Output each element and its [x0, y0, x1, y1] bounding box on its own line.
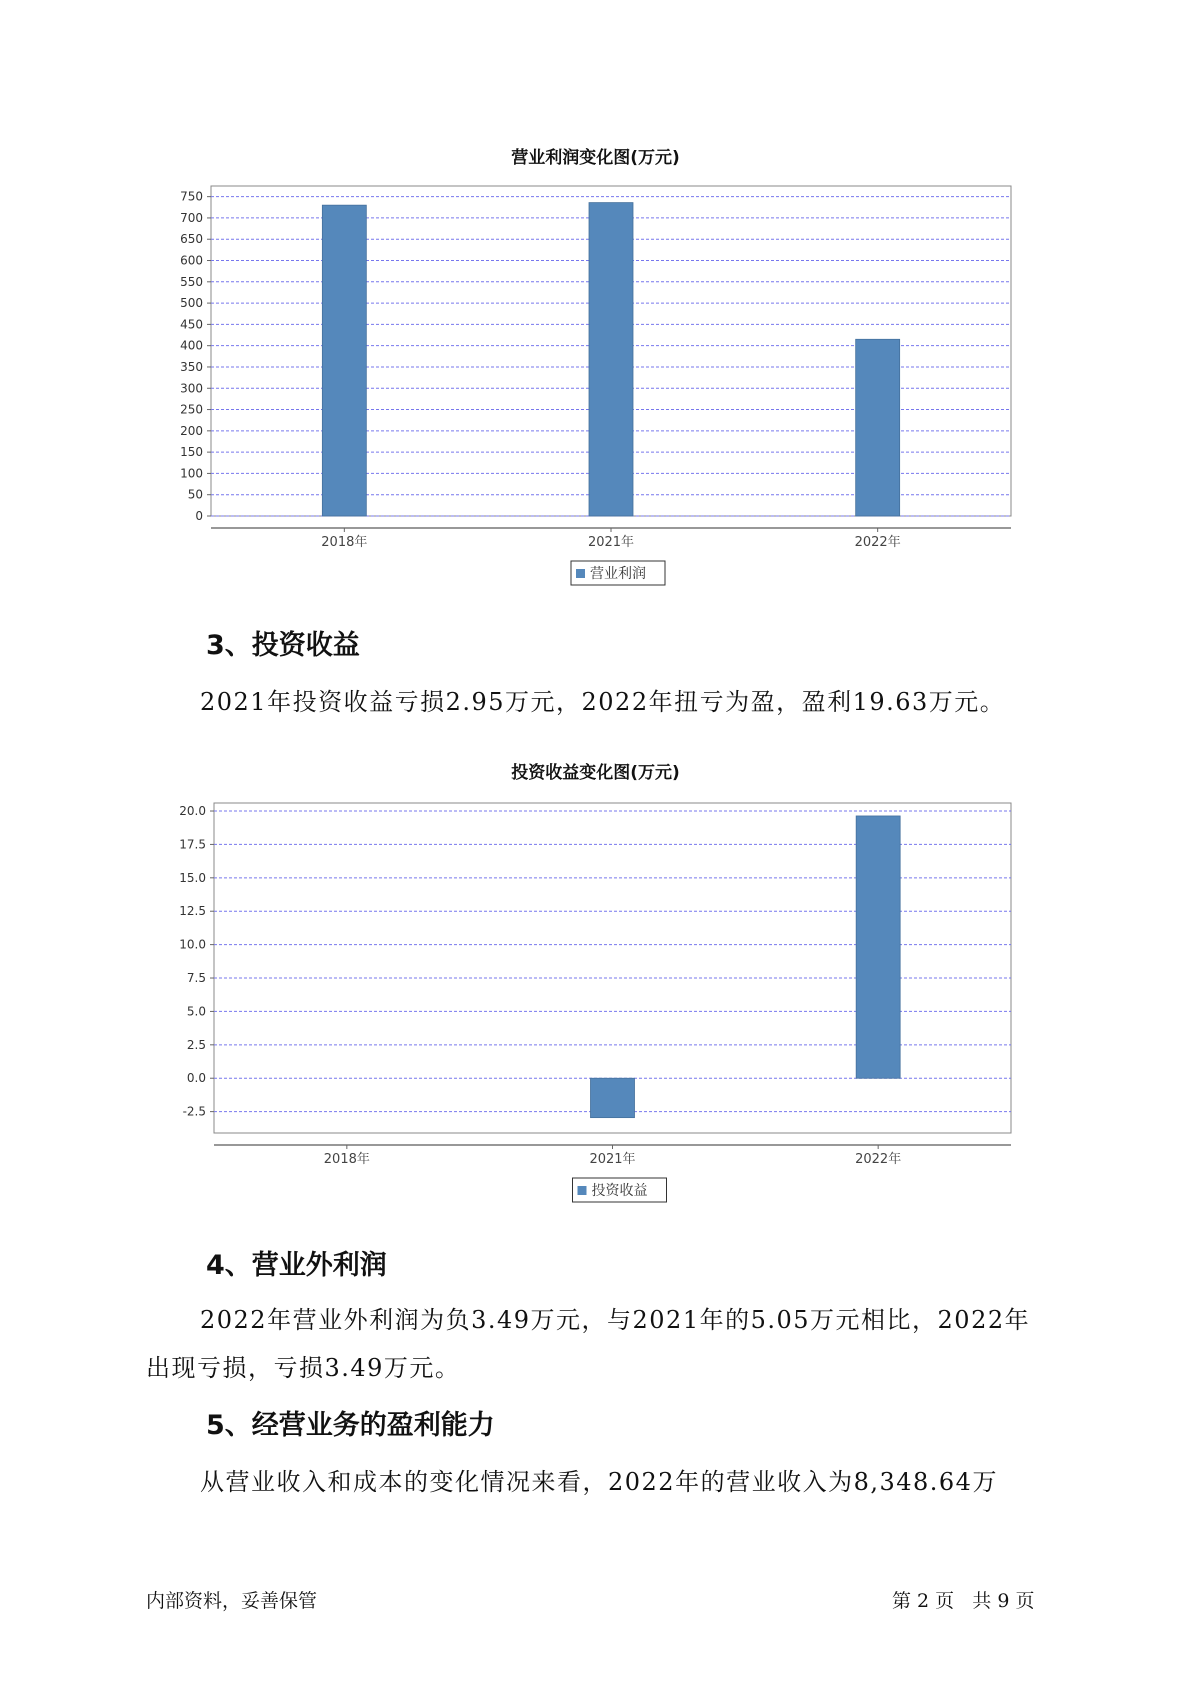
chart2-ytick-label: 20.0: [179, 804, 206, 819]
footer-page-number: 第 2 页 共 9 页: [892, 1590, 1035, 1612]
chart1-ytick-label: 400: [180, 338, 203, 353]
chart1-ytick-label: 300: [180, 381, 203, 396]
chart2-xtick-label: 2021年: [589, 1152, 636, 1167]
chart1-ytick-label: 450: [180, 317, 203, 332]
footer-confidential-note: 内部资料，妥善保管: [146, 1590, 318, 1612]
chart2-title: 投资收益变化图(万元): [511, 763, 680, 783]
chart1-ytick-label: 350: [180, 359, 203, 374]
chart2-ytick-label: 10.0: [179, 937, 206, 952]
section-5-heading: 5、经营业务的盈利能力: [206, 1410, 495, 1441]
chart1-ytick-label: 100: [180, 466, 203, 481]
section-4-text-line2: 出现亏损，亏损3.49万元。: [146, 1354, 461, 1382]
section-3-text: 2021年投资收益亏损2.95万元，2022年扭亏为盈，盈利19.63万元。: [200, 688, 1006, 716]
chart2-ytick-label: -2.5: [182, 1104, 206, 1119]
chart1-legend-label: 营业利润: [590, 566, 646, 582]
chart2-bar: [591, 1078, 635, 1117]
section-5-text: 从营业收入和成本的变化情况来看，2022年的营业收入为8,348.64万: [200, 1468, 998, 1496]
chart1-ytick-label: 50: [187, 487, 203, 502]
chart1-ytick-label: 700: [180, 210, 203, 225]
chart2-ytick-label: 5.0: [186, 1004, 206, 1019]
chart1-ytick-label: 200: [180, 423, 203, 438]
chart1-ytick-label: 650: [180, 232, 203, 247]
chart1-xtick-label: 2022年: [854, 535, 901, 550]
chart1-xtick-label: 2021年: [587, 535, 635, 550]
chart2-legend-swatch: [578, 1186, 587, 1195]
chart1-ytick-label: 550: [180, 274, 203, 289]
chart1-ytick-label: 600: [180, 253, 203, 268]
chart1-ytick-label: 750: [180, 189, 203, 204]
chart2-xtick-label: 2022年: [855, 1152, 902, 1167]
section-4-heading: 4、营业外利润: [206, 1250, 387, 1281]
chart1-ytick-label: 500: [180, 296, 203, 311]
chart2-ytick-label: 12.5: [179, 904, 206, 919]
section-3-heading: 3、投资收益: [206, 630, 360, 661]
chart1-ytick-label: 150: [180, 445, 203, 460]
chart1-ytick-label: 0: [195, 509, 203, 523]
chart2-ytick-label: 2.5: [186, 1037, 206, 1052]
chart1-title: 营业利润变化图(万元): [511, 148, 680, 168]
section-4-text-line1: 2022年营业外利润为负3.49万元，与2021年的5.05万元相比，2022年: [200, 1306, 1031, 1334]
chart2-xtick-label: 2018年: [323, 1152, 370, 1167]
chart2-bar: [856, 816, 900, 1078]
chart1-ytick-label: 250: [180, 402, 203, 417]
chart2-ytick-label: 0.0: [186, 1071, 206, 1086]
chart1-xtick-label: 2018年: [321, 535, 368, 550]
chart2-ytick-label: 7.5: [186, 971, 206, 986]
chart2-ytick-label: 15.0: [179, 870, 206, 885]
chart2-legend-label: 投资收益: [591, 1183, 648, 1199]
chart2-ytick-label: 17.5: [179, 837, 206, 852]
